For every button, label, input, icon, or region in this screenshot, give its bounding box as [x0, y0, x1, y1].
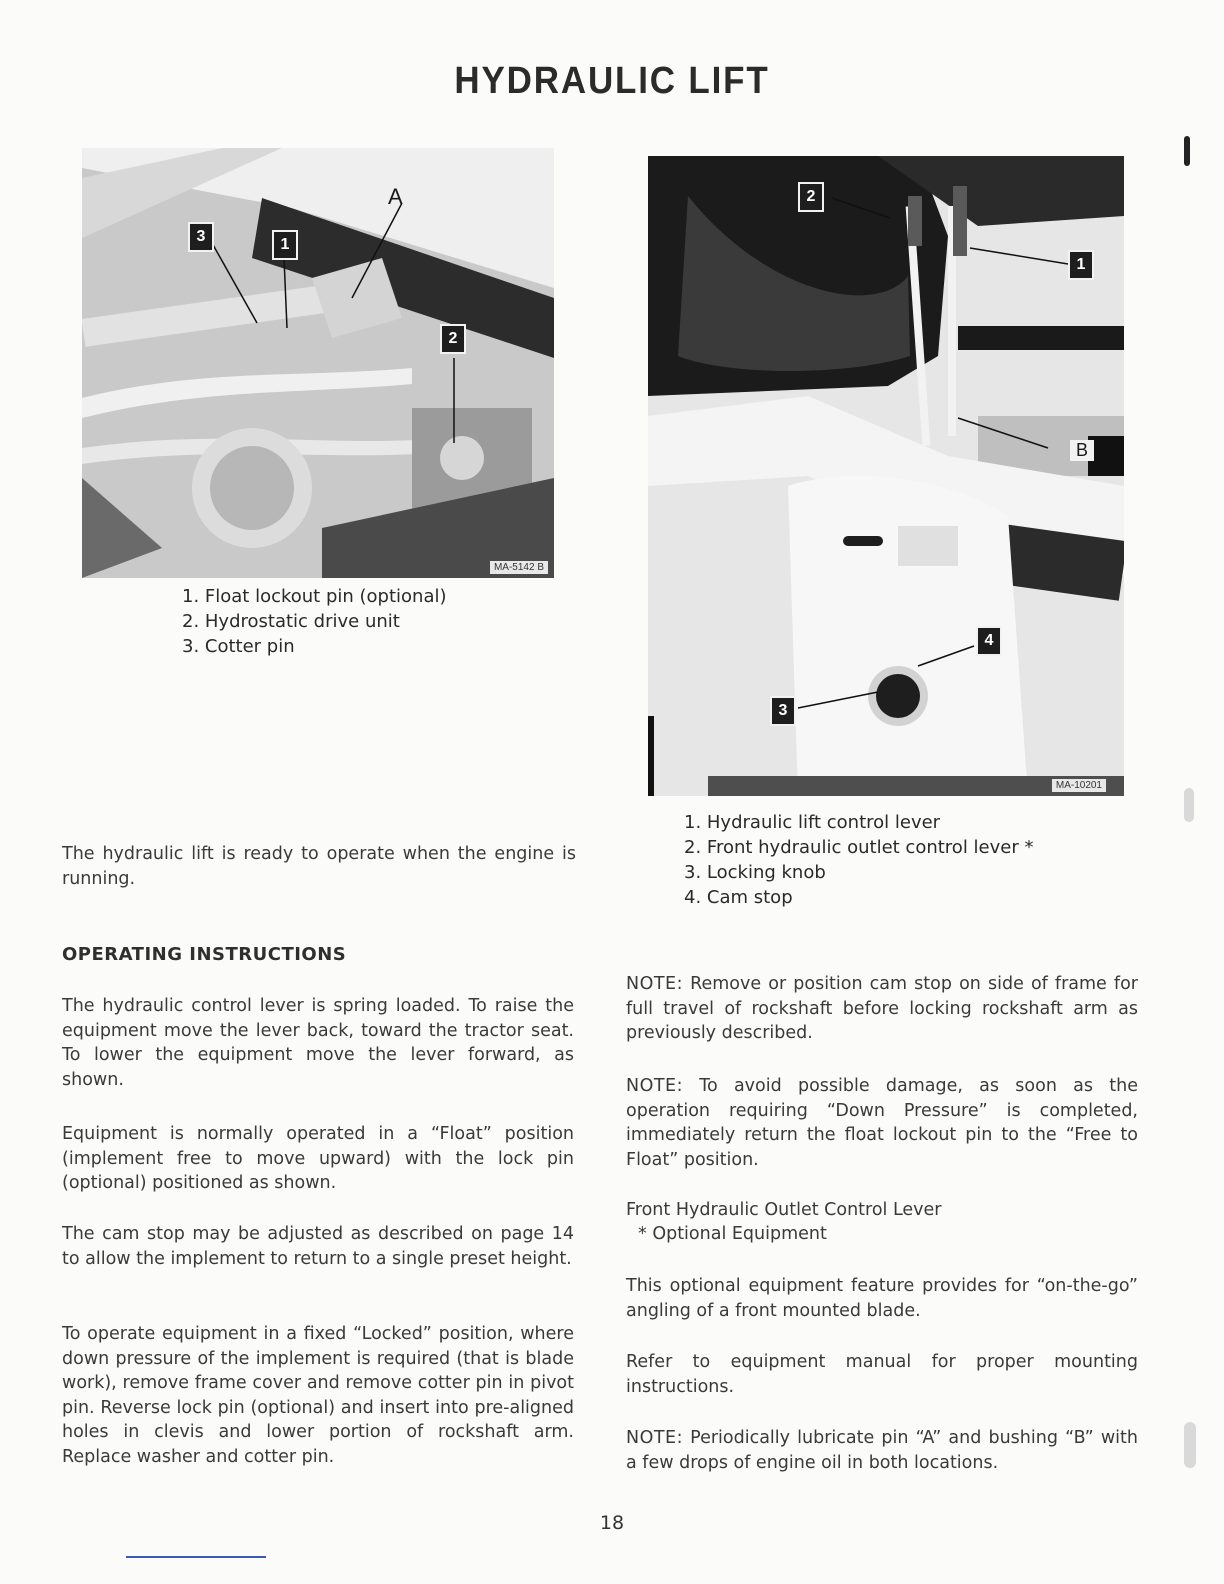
section-title: Front Hydraulic Outlet Control Lever	[626, 1200, 942, 1220]
left-callout-3: 3	[188, 222, 214, 252]
note-text: To avoid possible damage, as soon as the operation requiring “Down Pressure” is completed, immediately return the float lockout pin to the “Free to Float” position.	[626, 1076, 1138, 1170]
right-photo-illustration	[648, 156, 1124, 796]
right-callout-4: 4	[976, 626, 1002, 656]
legend-item: 2. Front hydraulic outlet control lever *	[684, 837, 1034, 858]
left-callout-1: 1	[272, 230, 298, 260]
legend-item: 3. Locking knob	[684, 862, 826, 883]
feature-paragraph: This optional equipment feature provides for “on-the-go” angling of a front mounted blade.	[626, 1276, 1138, 1321]
legend-item: 2. Hydrostatic drive unit	[182, 611, 400, 632]
mounting-paragraph: Refer to equipment manual for proper mounting instructions.	[626, 1352, 1138, 1397]
left-figure-code: MA-5142 B	[490, 561, 548, 574]
legend-item: 3. Cotter pin	[182, 636, 295, 657]
note-paragraph	[626, 1074, 1138, 1172]
edge-shadow	[1184, 1422, 1196, 1468]
section-subtitle: * Optional Equipment	[638, 1224, 827, 1244]
intro-paragraph: The hydraulic lift is ready to operate when the engine is running.	[62, 844, 576, 889]
right-label-b: B	[1070, 440, 1094, 461]
edge-shadow	[1184, 788, 1194, 822]
instruction-paragraph: To operate equipment in a fixed “Locked” position, where down pressure of the implement is required (that is blade work), remove frame cover and remove cotter pin in pivot pin. Reverse lock pin (optional) and insert into pre-aligned holes in clevis and lower portion of rockshaft arm. Replace washer and cotter pin.	[62, 1324, 574, 1467]
right-figure-photo	[648, 156, 1124, 796]
right-callout-2: 2	[798, 182, 824, 212]
legend-item: 1. Float lockout pin (optional)	[182, 586, 447, 607]
legend-item: 1. Hydraulic lift control lever	[684, 812, 941, 833]
note-text: Remove or position cam stop on side of frame for full travel of rockshaft before locking rockshaft arm as previously described.	[626, 974, 1138, 1043]
instruction-paragraph: Equipment is normally operated in a “Float” position (implement free to move upward) with the lock pin (optional) positioned as shown.	[62, 1124, 574, 1193]
left-label-a: A	[388, 184, 403, 209]
page-number: 18	[599, 1512, 625, 1534]
note-label: NOTE:	[626, 974, 684, 994]
footer-rule	[126, 1556, 266, 1558]
right-figure-legend	[684, 810, 1033, 910]
legend-item: 4. Cam stop	[684, 887, 793, 908]
left-photo-illustration	[82, 148, 554, 578]
instruction-paragraph: The cam stop may be adjusted as described on page 14 to allow the implement to return to a single preset height.	[62, 1224, 574, 1269]
right-figure-code: MA-10201	[1052, 779, 1106, 792]
operating-instructions-heading: OPERATING INSTRUCTIONS	[62, 944, 347, 965]
page-title: HYDRAULIC LIFT	[454, 60, 770, 102]
note-text: Periodically lubricate pin “A” and bushing “B” with a few drops of engine oil in both locations.	[626, 1428, 1138, 1473]
note-paragraph	[626, 972, 1138, 1046]
left-figure-legend	[182, 584, 447, 659]
instruction-paragraph: The hydraulic control lever is spring loaded. To raise the equipment move the lever back, toward the tractor seat. To lower the equipment move the lever forward, as shown.	[62, 996, 574, 1090]
note-label: NOTE:	[626, 1076, 684, 1096]
left-callout-2: 2	[440, 324, 466, 354]
note-paragraph	[626, 1426, 1138, 1475]
left-figure-photo	[82, 148, 554, 578]
right-callout-1: 1	[1068, 250, 1094, 280]
right-callout-3: 3	[770, 696, 796, 726]
note-label: NOTE:	[626, 1428, 684, 1448]
edge-shadow	[1184, 136, 1190, 166]
